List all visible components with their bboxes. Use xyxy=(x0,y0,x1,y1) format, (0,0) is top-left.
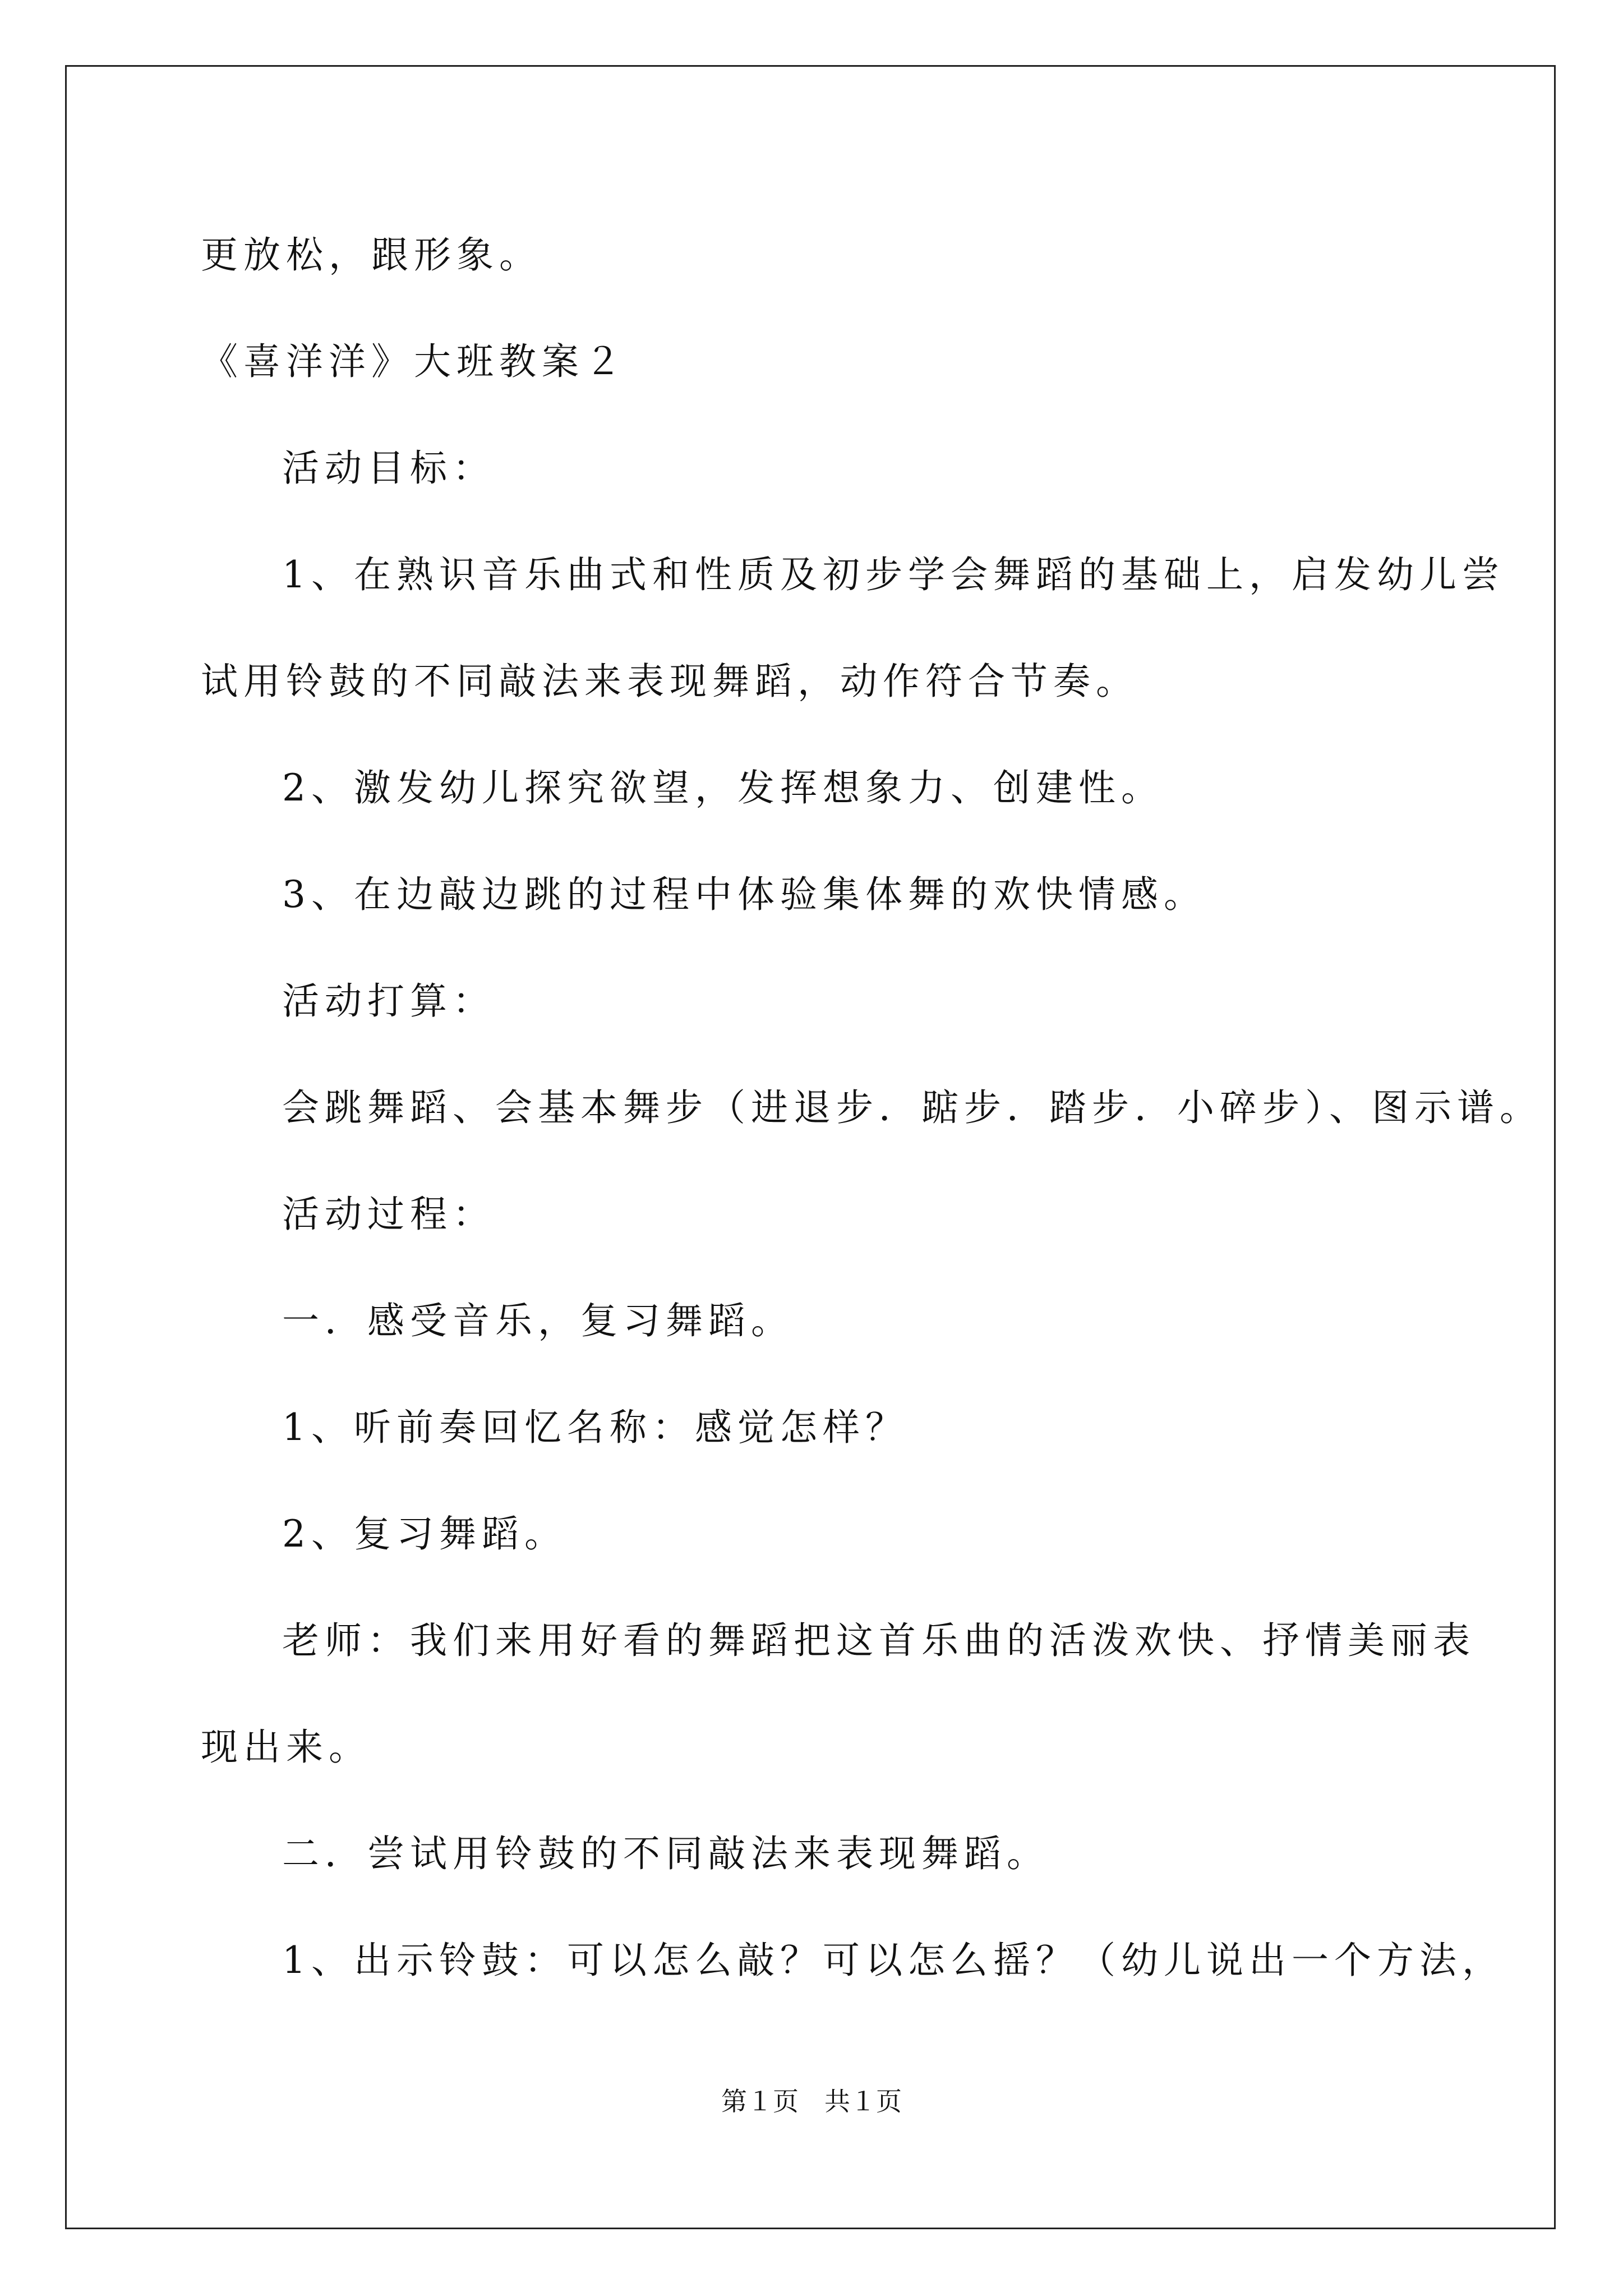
text-line: 2、复习舞蹈。 xyxy=(282,1512,567,1556)
text-line: 活动过程： xyxy=(282,1193,495,1236)
text-line: 1、在熟识音乐曲式和性质及初步学会舞蹈的基础上，启发幼儿尝 xyxy=(282,553,1505,596)
text-line: 会跳舞蹈、会基本舞步（进退步．踮步．踏步．小碎步）、图示谱。 xyxy=(282,1086,1542,1129)
text-line: 二．尝试用铃鼓的不同敲法来表现舞蹈。 xyxy=(282,1832,1049,1875)
text-line: 3、在边敲边跳的过程中体验集体舞的欢快情感。 xyxy=(282,873,1206,916)
text-line: 现出来。 xyxy=(201,1726,371,1769)
text-line: 1、听前奏回忆名称：感觉怎样？ xyxy=(282,1406,908,1449)
document-body xyxy=(201,202,1542,2014)
text-line: 试用铃鼓的不同敲法来表现舞蹈，动作符合节奏。 xyxy=(201,660,1138,703)
section-heading: 《喜洋洋》大班教案２ xyxy=(201,340,627,383)
page-footer: 第１页 共１页 xyxy=(721,2086,902,2116)
text-line: 1、出示铃鼓：可以怎么敲？可以怎么摇？（幼儿说出一个方法， xyxy=(282,1939,1505,1982)
text-line: 活动打算： xyxy=(282,979,495,1023)
text-line: 老师：我们来用好看的舞蹈把这首乐曲的活泼欢快、抒情美丽表 xyxy=(282,1619,1476,1662)
text-line: 活动目标： xyxy=(282,447,495,490)
text-line: 更放松，跟形象。 xyxy=(201,233,542,277)
text-line: 一．感受音乐，复习舞蹈。 xyxy=(282,1299,794,1342)
text-line: 2、激发幼儿探究欲望，发挥想象力、创建性。 xyxy=(282,766,1164,809)
